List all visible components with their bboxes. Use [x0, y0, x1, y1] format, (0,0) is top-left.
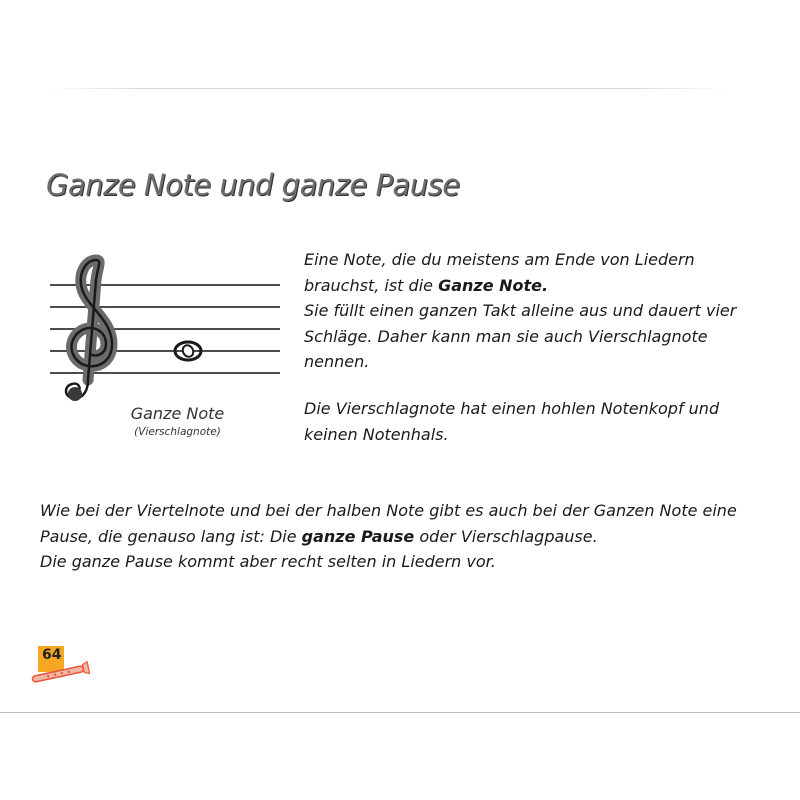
page-title: Ganze Note und ganze Pause — [46, 168, 460, 202]
page-number-badge — [28, 646, 90, 686]
intro-bold-term: Ganze Note. — [438, 275, 549, 295]
intro-text-1: Eine Note, die du meistens am Ende von Liedern brauchst, ist die — [304, 250, 695, 295]
top-divider — [48, 88, 728, 89]
intro-text-2: Sie füllt einen ganzen Takt alleine aus und dauert vier Schläge. Daher kann man sie auch Vierschlagnote nennen. — [304, 301, 737, 371]
description-paragraph — [304, 396, 774, 447]
pause-paragraph — [40, 498, 780, 575]
figure-subcaption: (Vierschlagnote) — [134, 426, 221, 438]
bottom-divider — [0, 712, 800, 713]
staff-figure — [40, 252, 290, 452]
figure-caption: Ganze Note — [130, 404, 225, 423]
treble-clef-staff-icon — [40, 252, 290, 412]
page-number: 64 — [42, 647, 62, 663]
pause-text-1: Wie bei der Viertelnote und bei der halben Note gibt es auch bei der Ganzen Note eine Pause, die genauso lang ist: Die — [40, 501, 737, 546]
pause-bold-term: ganze Pause — [301, 526, 415, 546]
intro-paragraph — [304, 247, 774, 375]
pause-text-2: oder Vierschlagpause. — [414, 526, 598, 546]
description-text: Die Vierschlagnote hat einen hohlen Notenkopf und keinen Notenhals. — [304, 399, 720, 444]
pause-text-3: Die ganze Pause kommt aber recht selten in Liedern vor. — [40, 552, 496, 571]
